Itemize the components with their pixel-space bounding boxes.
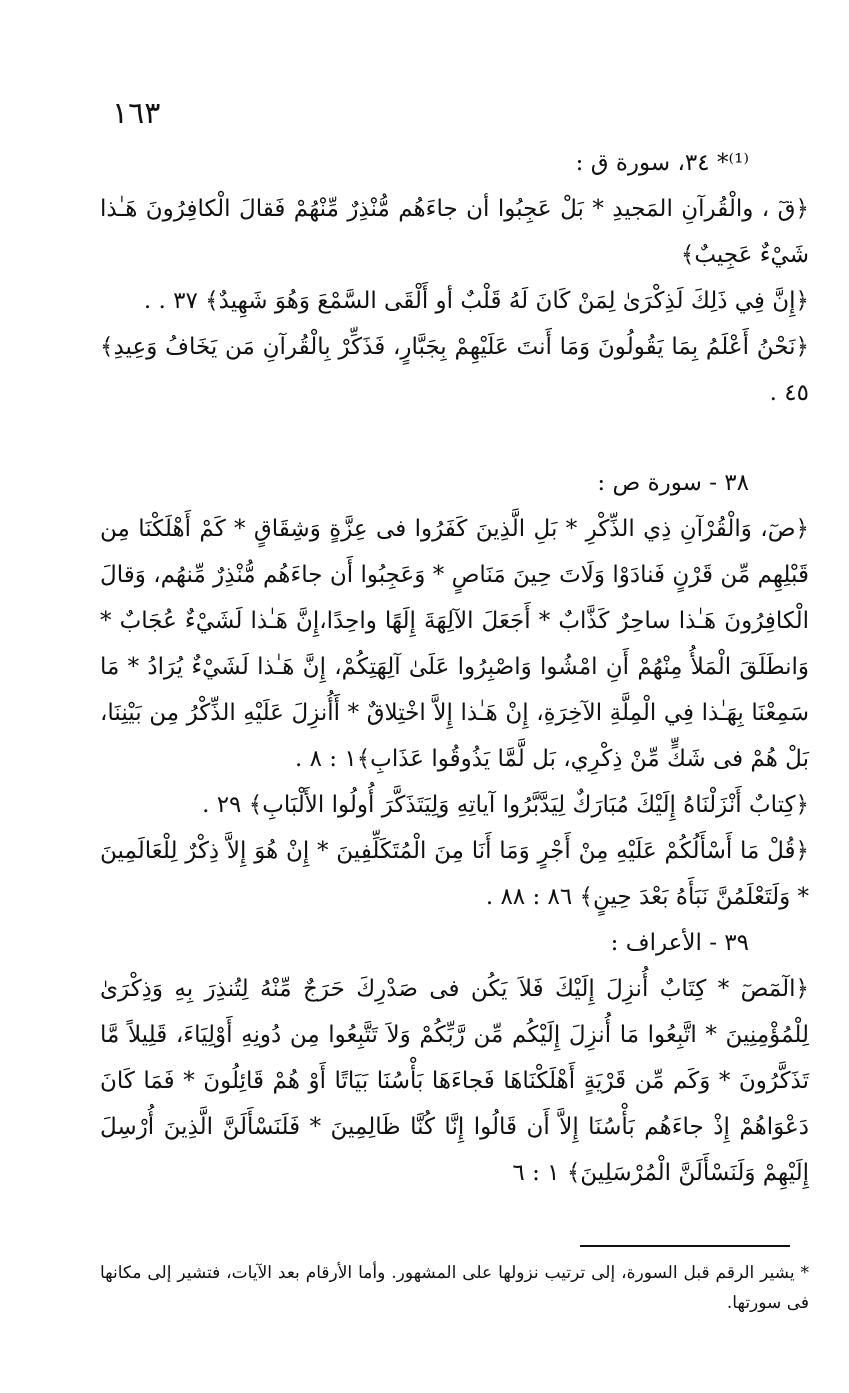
section-heading-qaf: ⁽¹⁾* ٣٤، سورة ق : [575,150,749,176]
page-number: ١٦٣ [112,96,161,131]
verse-paragraph: ﴿قُلْ مَا أَسْأَلُكُمْ عَلَيْهِ مِنْ أَجْرٍ وَمَا أَنَا مِنَ الْمُتَكَلِّفِينَ * إِنْ هُوَ إِلاَّ ذِكْرٌ لِلْعَالَمِينَ * وَلَتَعْلَمُنَّ نَبَأَهُ بَعْدَ حِينٍ﴾ ٨٦ : ٨٨ . [100,838,809,910]
page-content [100,140,809,1196]
verse-paragraph: ﴿صٓ، وَالْقُرْآنِ ذِي الذِّكْرِ * بَلِ الَّذِينَ كَفَرُوا فى عِزَّةٍ وَشِقَاقٍ * كَمْ أَهْلَكْنَا مِن قَبْلِهِم مِّن قَرْنٍ فَنادَوْا وَلَاتَ حِينَ مَنَاصٍ * وَعَجِبُوا أَن جاءَهُم مُّنْذِرٌ مِّنهُم، وَقالَ الْكافِرُونَ هَـٰذا ساحِرٌ كَذَّابٌ * أَجَعَلَ الآلِهَةَ إِلَهًا واحِدًا،إِنَّ هَـٰذا لَشَيْءٌ عُجَابٌ * وَانطَلَقَ الْمَلأُ مِنْهُمْ أَنِ امْشُوا وَاصْبِرُوا عَلَىٰ آلِهَتِكُمْ، إِنَّ هَـٰذا لَشَيْءٌ يُرَادُ * مَا سَمِعْنَا بِهَـٰذا فِي الْمِلَّةِ الآخِرَةِ، إِنْ هَـٰذا إِلاَّ اخْتِلاقٌ * أَأُنزِلَ عَلَيْهِ الذِّكْرُ مِن بَيْنِنَا، بَلْ هُمْ فى شَكٍّ مِّنْ ذِكْرِي، بَل لَّمَّا يَذُوقُوا عَذَابِ﴾١ : ٨ . [100,516,809,772]
footnote: * يشير الرقم قبل السورة، إلى ترتيب نزولها على المشهور. وأما الأرقام بعد الآيات، فتشير إلى مكانها فى سورتها. [100,1263,809,1313]
verse-paragraph: ﴿إِنَّ فِي ذَلِكَ لَذِكْرَىٰ لِمَنْ كَانَ لَهُ قَلْبٌ أو أَلْقَى السَّمْعَ وَهُوَ شَهِيدٌ﴾ ٣٧ . . [143,288,809,314]
verse-paragraph: ﴿قٓ ، والْقُرآنِ المَجيدِ * بَلْ عَجِبُوا أن جاءَهُم مُّنْذِرٌ مِّنْهُمْ فَقالَ الْكافِرُونَ هَـٰذا شَيْءٌ عَجِيبٌ﴾ [100,196,809,268]
section-gap [100,416,809,460]
verse-paragraph: ﴿نَحْنُ أَعْلَمُ بِمَا يَقُولُونَ وَمَا أَنتَ عَلَيْهِمْ بِجَبَّارٍ، فَذَكِّرْ بِالْقُرآنِ مَن يَخَافُ وَعِيدِ﴾ ٤٥ . [100,334,809,406]
section-heading-araf: ٣٩ - الأعراف : [610,930,749,956]
verse-paragraph: ﴿كِتابٌ أَنْزَلْنَاهُ إِلَيْكَ مُبَارَكٌ لِيَدَّبَّرُوا آياتِهِ وَلِيَتَذَكَّرَ أُولُوا الأَلْبَابِ﴾ ٢٩ . [202,792,809,818]
verse-paragraph: ﴿الٓمٓصٓ * كِتَابٌ أُنزِلَ إِلَيْكَ فَلاَ يَكُن فى صَدْرِكَ حَرَجٌ مِّنْهُ لِتُنذِرَ بِهِ وَذِكْرَىٰ لِلْمُؤْمِنِينَ * اتَّبِعُوا مَا أُنزِلَ إِلَيْكُم مِّن رَّبِّكُمْ وَلاَ تَتَّبِعُوا مِن دُونِهِ أَوْلِيَاءَ، قَلِيلاً مَّا تَذَكَّرُونَ * وَكَم مِّن قَرْيَةٍ أَهْلَكْنَاهَا فَجاءَهَا بَأْسُنَا بَيَاتًا أَوْ هُمْ قَائِلُونَ * فَمَا كَانَ دَعْوَاهُمْ إِذْ جاءَهُم بَأْسُنَا إِلاَّ أَن قَالُوا إِنَّا كُنَّا ظَالِمِينَ * فَلَنَسْأَلَنَّ الَّذِينَ أُرْسِلَ إِلَيْهِمْ وَلَنَسْأَلَنَّ الْمُرْسَلِينَ﴾ ١ : ٦ [100,976,809,1186]
section-heading-sad: ٣٨ - سورة ص : [597,470,749,496]
footnote-divider [580,1245,790,1247]
